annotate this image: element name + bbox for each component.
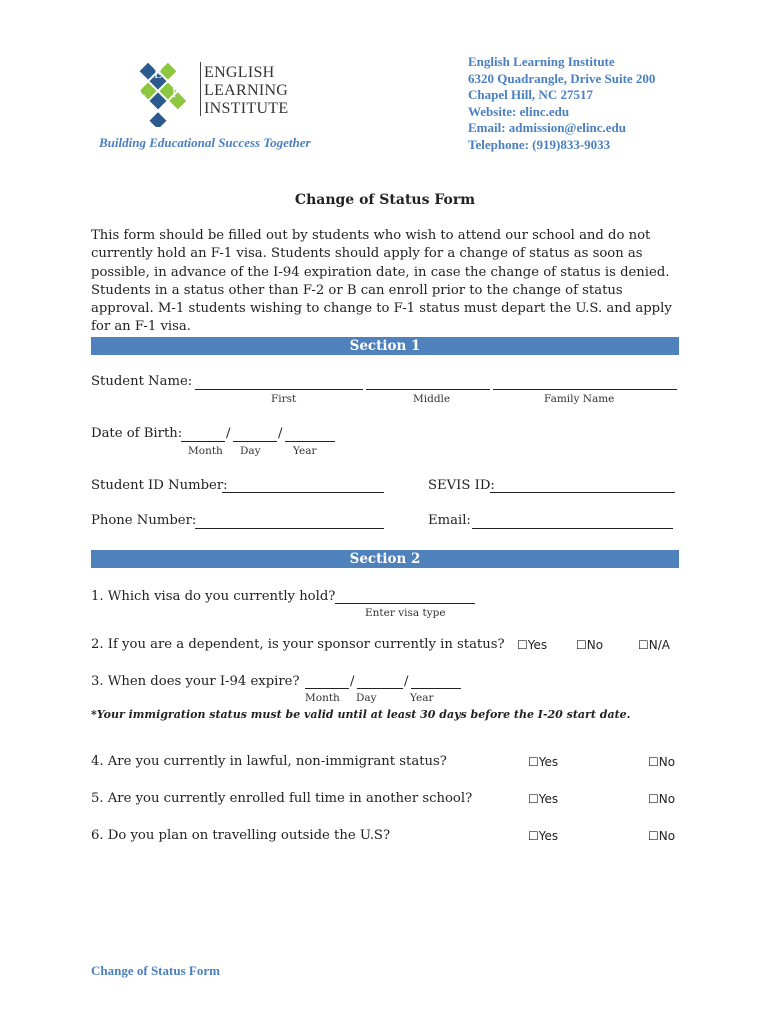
question-3: 3. When does your I-94 expire? xyxy=(91,674,300,689)
i94-year-field[interactable] xyxy=(411,688,461,689)
dob-slash-1: / xyxy=(226,426,231,441)
dob-slash-2: / xyxy=(278,426,283,441)
q5-no-checkbox[interactable]: ☐No xyxy=(648,792,676,806)
dob-month-caption: Month xyxy=(188,445,223,457)
immigration-note: *Your immigration status must be valid until at least 30 days before the I-20 start date. xyxy=(91,708,631,721)
q6-no-checkbox[interactable]: ☐No xyxy=(648,829,676,843)
student-name-label: Student Name: xyxy=(91,374,193,389)
q4-no-checkbox[interactable]: ☐No xyxy=(648,755,676,769)
contact-name: English Learning Institute xyxy=(468,54,615,69)
question-5: 5. Are you currently enrolled full time in another school? xyxy=(91,791,473,806)
i94-month-caption: Month xyxy=(305,692,340,704)
first-name-field[interactable] xyxy=(195,389,363,390)
visa-type-caption: Enter visa type xyxy=(365,607,446,619)
q2-no-checkbox[interactable]: ☐No xyxy=(576,638,604,652)
dob-day-caption: Day xyxy=(240,445,261,457)
question-2: 2. If you are a dependent, is your sponsor currently in status? xyxy=(91,637,505,652)
student-id-field[interactable] xyxy=(222,492,384,493)
section-2-header: Section 2 xyxy=(91,550,679,568)
phone-field[interactable] xyxy=(195,528,384,529)
logo-letter-i: I xyxy=(171,85,177,100)
contact-email[interactable]: Email: admission@elinc.edu xyxy=(468,120,626,135)
sevis-id-field[interactable] xyxy=(490,492,675,493)
brand-divider xyxy=(200,62,201,116)
q5-yes-checkbox[interactable]: ☐Yes xyxy=(528,792,559,806)
section-1-header: Section 1 xyxy=(91,337,679,355)
brand-name xyxy=(204,64,288,118)
q2-na-checkbox[interactable]: ☐N/A xyxy=(638,638,670,652)
first-caption: First xyxy=(271,393,297,405)
form-title: Change of Status Form xyxy=(294,192,476,208)
i94-slash-2: / xyxy=(404,674,409,689)
logo-letter-l: L xyxy=(138,85,146,100)
q2-yes-checkbox[interactable]: ☐Yes xyxy=(517,638,548,652)
contact-block xyxy=(468,54,655,153)
i94-year-caption: Year xyxy=(410,692,434,704)
middle-name-field[interactable] xyxy=(366,389,490,390)
question-4: 4. Are you currently in lawful, non-immigrant status? xyxy=(91,754,447,769)
brand-line-2: LEARNING xyxy=(204,82,289,99)
dob-month-field[interactable] xyxy=(181,441,225,442)
dob-year-field[interactable] xyxy=(285,441,335,442)
tagline: Building Educational Success Together xyxy=(99,135,311,150)
footer-title: Change of Status Form xyxy=(91,963,220,978)
visa-type-field[interactable] xyxy=(335,603,475,604)
logo-letter-e: E xyxy=(154,66,162,81)
email-label: Email: xyxy=(428,513,471,528)
question-1: 1. Which visa do you currently hold? xyxy=(91,589,336,604)
email-field[interactable] xyxy=(472,528,673,529)
q6-yes-checkbox[interactable]: ☐Yes xyxy=(528,829,559,843)
contact-website[interactable]: Website: elinc.edu xyxy=(468,103,570,119)
dob-year-caption: Year xyxy=(293,445,317,457)
phone-label: Phone Number: xyxy=(91,513,197,528)
brand-line-1: ENGLISH xyxy=(204,64,275,81)
brand-line-3: INSTITUTE xyxy=(204,100,289,117)
student-id-label: Student ID Number: xyxy=(91,478,228,493)
intro-paragraph: This form should be filled out by students who wish to attend our school and do not currently hold an F-1 visa. Students should apply for a change of status as soon as possible, in advance of the I-94 expiration date, in case the change of status is denied. Students in a status other than F-2 or B can enroll prior to the change of status approval. M-1 students wishing to change to F-1 status must depart the U.S. and apply for an F-1 visa. xyxy=(91,228,672,335)
eli-logo xyxy=(122,55,194,127)
q4-yes-checkbox[interactable]: ☐Yes xyxy=(528,755,559,769)
family-name-caption: Family Name xyxy=(544,393,615,405)
family-name-field[interactable] xyxy=(493,389,677,390)
i94-month-field[interactable] xyxy=(305,688,349,689)
i94-slash-1: / xyxy=(350,674,355,689)
question-6: 6. Do you plan on travelling outside the U.S? xyxy=(91,828,391,843)
contact-address1: 6320 Quadrangle, Drive Suite 200 xyxy=(468,70,656,86)
dob-label: Date of Birth: xyxy=(91,426,183,441)
contact-phone: Telephone: (919)833-9033 xyxy=(468,136,611,152)
middle-caption: Middle xyxy=(413,393,451,405)
contact-address2: Chapel Hill, NC 27517 xyxy=(468,87,593,102)
i94-day-caption: Day xyxy=(356,692,377,704)
i94-day-field[interactable] xyxy=(357,688,403,689)
dob-day-field[interactable] xyxy=(233,441,277,442)
sevis-id-label: SEVIS ID: xyxy=(428,478,495,493)
